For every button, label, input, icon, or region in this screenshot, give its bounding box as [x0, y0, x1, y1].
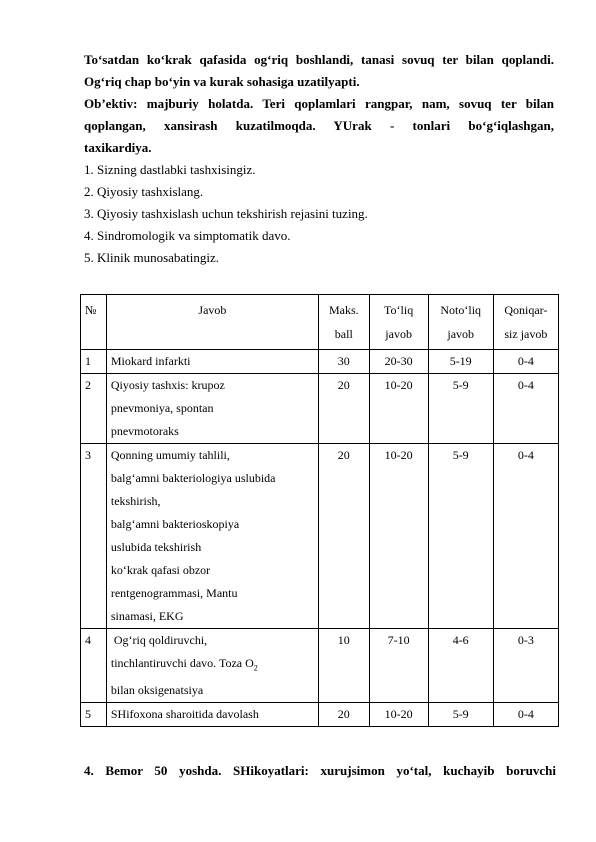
- row-answer: [106, 374, 318, 444]
- row-partial-score: 4-6: [428, 629, 493, 703]
- answer-line: balg‘amni bakteriologiya uslubida: [110, 471, 276, 485]
- objective-line-3: taxikardiya.: [84, 140, 152, 155]
- answer-line: pnevmotoraks: [110, 424, 179, 438]
- header-max-score: [318, 295, 369, 350]
- question-list: [84, 159, 554, 269]
- row-poor-score: 0-4: [493, 703, 558, 727]
- table-row: [81, 703, 559, 727]
- answer-line: SHifoxona sharoitida davolash: [110, 707, 259, 722]
- header-partial-l1: Noto‘liq: [440, 303, 482, 317]
- row-max-score: 20: [318, 703, 369, 727]
- header-full-l2: javob: [385, 327, 412, 341]
- row-partial-score: 5-9: [428, 374, 493, 444]
- table-header-row: [81, 295, 559, 350]
- header-number: №: [81, 295, 107, 350]
- case-description: [84, 49, 554, 159]
- complaint-line-2: Og‘riq chap bo‘yin va kurak sohasiga uzatilyapti.: [84, 74, 360, 89]
- objective-line-1: Ob’ektiv: majburiy holatda. Teri qoplamlari rangpar, nam, sovuq ter bilan: [84, 96, 554, 111]
- row-poor-score: 0-3: [493, 629, 558, 703]
- complaint-line-1: To‘satdan ko‘krak qafasida og‘riq boshlandi, tanasi sovuq ter bilan qoplandi.: [84, 52, 554, 67]
- answer-line: Qonning umumiy tahlili,: [110, 448, 230, 462]
- row-full-score: 10-20: [369, 703, 428, 727]
- next-case-heading: 4. Bemor 50 yoshda. SHikoyatlari: xurujsimon yo‘tal, kuchayib boruvchi: [84, 763, 556, 778]
- answer-line: bilan oksigenatsiya: [110, 683, 204, 698]
- row-answer: [106, 350, 318, 374]
- row-poor-score: 0-4: [493, 444, 558, 629]
- row-partial-score: 5-9: [428, 703, 493, 727]
- header-poor-l2: siz javob: [504, 327, 548, 341]
- answer-line: rentgenogrammasi, Mantu: [110, 586, 238, 600]
- question-item: 4. Sindromologik va simptomatik davo.: [84, 228, 291, 243]
- row-full-score: 7-10: [369, 629, 428, 703]
- row-max-score: 20: [318, 374, 369, 444]
- answer-line-with-formula: [111, 652, 314, 679]
- row-max-score: 10: [318, 629, 369, 703]
- answer-line: Qiyosiy tashxis: krupoz: [110, 378, 225, 392]
- question-item: 2. Qiyosiy tashxislang.: [84, 184, 204, 199]
- answer-line: Miokard infarkti: [110, 354, 191, 368]
- question-item: 3. Qiyosiy tashxislash uchun tekshirish rejasini tuzing.: [84, 206, 368, 221]
- answer-line: Og‘riq qoldiruvchi,: [110, 633, 208, 647]
- answer-line: pnevmoniya, spontan: [110, 401, 214, 415]
- header-partial-answer: [428, 295, 493, 350]
- row-number: 2: [81, 374, 107, 444]
- row-partial-score: 5-9: [428, 444, 493, 629]
- header-max-l1: Maks.: [328, 303, 359, 317]
- row-number: 4: [81, 629, 107, 703]
- answer-line: tekshirish,: [110, 494, 161, 508]
- row-number: 1: [81, 350, 107, 374]
- row-full-score: 20-30: [369, 350, 428, 374]
- row-answer: [106, 444, 318, 629]
- row-poor-score: 0-4: [493, 374, 558, 444]
- row-answer: [106, 629, 318, 703]
- row-max-score: 30: [318, 350, 369, 374]
- question-item: 1. Sizning dastlabki tashxisingiz.: [84, 162, 256, 177]
- table-row: [81, 629, 559, 703]
- answer-line: sinamasi, EKG: [110, 609, 184, 623]
- answer-text: tinchlantiruvchi davo. Toza O: [110, 656, 254, 670]
- row-poor-score: 0-4: [493, 350, 558, 374]
- oxygen-subscript: 2: [253, 663, 258, 673]
- objective-line-2: qoplangan, xansirash kuzatilmoqda. YUrak - tonlari bo‘g‘iqlashgan,: [84, 118, 554, 133]
- row-number: 3: [81, 444, 107, 629]
- row-number: 5: [81, 703, 107, 727]
- answer-line: balg‘amni bakterioskopiya: [110, 517, 240, 531]
- answer-line: ko‘krak qafasi obzor: [110, 563, 211, 577]
- scoring-table: [80, 294, 559, 727]
- row-full-score: 10-20: [369, 444, 428, 629]
- header-poor-l1: Qoniqar-: [504, 303, 548, 317]
- header-poor-answer: [493, 295, 558, 350]
- header-partial-l2: javob: [447, 327, 475, 341]
- header-answer: Javob: [106, 295, 318, 350]
- row-partial-score: 5-19: [428, 350, 493, 374]
- question-item: 5. Klinik munosabatingiz.: [84, 250, 220, 265]
- table-row: [81, 374, 559, 444]
- row-full-score: 10-20: [369, 374, 428, 444]
- row-max-score: 20: [318, 444, 369, 629]
- header-full-l1: To‘liq: [384, 303, 414, 317]
- table-row: [81, 350, 559, 374]
- header-full-answer: [369, 295, 428, 350]
- answer-line: uslubida tekshirish: [110, 540, 202, 554]
- table-row: [81, 444, 559, 629]
- row-answer: [106, 703, 318, 727]
- header-max-l2: ball: [334, 327, 353, 341]
